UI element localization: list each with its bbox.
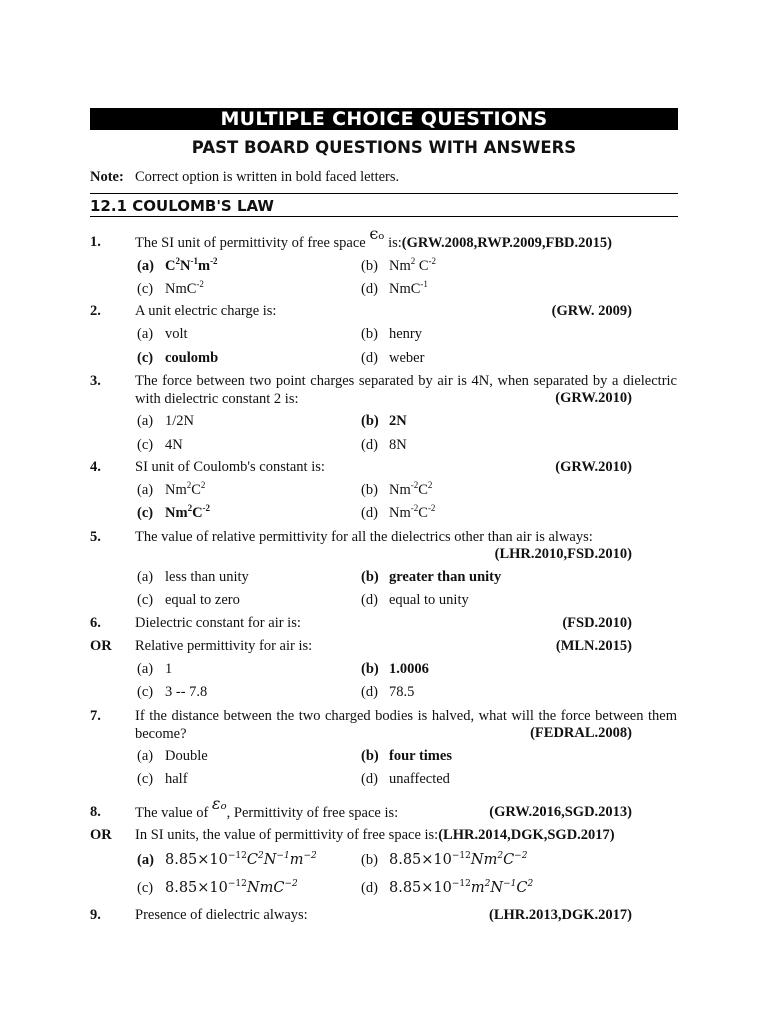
option-b: (b) henry <box>361 326 423 342</box>
section-heading <box>90 196 274 216</box>
option-c: (c) coulomb <box>137 350 219 366</box>
option-c: (c) equal to zero <box>137 592 240 608</box>
question-text: The value of relative permittivity for all the dielectrics other than air is always: <box>135 529 593 545</box>
option-a: (a) 1/2N <box>137 413 194 429</box>
question-text: The value of εₒ, Permittivity of free space is: <box>135 794 399 821</box>
question-number: 6. <box>90 615 101 631</box>
option-a: (a) $8.85\times 10^{-12}C^2N^{-1}m^{-2}$ <box>137 851 317 868</box>
question-source: (GRW.2008,RWP.2009,FBD.2015) <box>401 235 612 251</box>
option-d: (d) $Nm^{-2}C^{-2}$ <box>361 503 436 521</box>
option-b: (b) greater than unity <box>361 569 502 585</box>
option-b: (b) $Nm^{-2}C^2$ <box>361 480 433 498</box>
option-b: (b) four times <box>361 748 452 764</box>
epsilon-symbol: εₒ <box>211 794 227 813</box>
option-c: (c) 3 -- 7.8 <box>137 684 208 700</box>
question-number: 5. <box>90 529 101 545</box>
question-source: (LHR.2013,DGK.2017) <box>489 907 632 923</box>
option-b: (b) Nm$^2$ $C^{-2}$ <box>361 256 437 274</box>
option-c: (c) 4N <box>137 437 183 453</box>
section-top-rule <box>90 193 678 194</box>
question-source: (FEDRAL.2008) <box>530 725 632 741</box>
question-source: (LHR.2010,FSD.2010) <box>494 546 632 562</box>
option-d: (d) NmC$^{-1}$ <box>361 279 428 297</box>
option-a: (a) $C^2N^{-1}m^{-2}$ <box>137 256 218 274</box>
option-d: (d) 78.5 <box>361 684 415 700</box>
option-d: (d) 8N <box>361 437 407 453</box>
question-text: SI unit of Coulomb's constant is: <box>135 459 325 475</box>
option-b: (b) 2N <box>361 413 407 429</box>
option-d: (d) unaffected <box>361 771 450 787</box>
section-title: COULOMB'S LAW <box>132 197 274 215</box>
or-label: OR <box>90 638 112 654</box>
question-number: 8. <box>90 804 101 820</box>
page-title: MULTIPLE CHOICE QUESTIONS <box>90 108 678 130</box>
epsilon-symbol: ϵₒ <box>369 224 385 243</box>
note-label: Note: <box>90 169 124 185</box>
option-a: (a) Double <box>137 748 208 764</box>
option-d: (d) equal to unity <box>361 592 469 608</box>
section-bottom-rule <box>90 216 678 217</box>
option-c: (c) $Nm^2C^{-2}$ <box>137 503 211 521</box>
alt-question-source: (MLN.2015) <box>555 638 632 654</box>
question-text: A unit electric charge is: <box>135 303 277 319</box>
question-number: 1. <box>90 234 101 250</box>
option-a: (a) less than unity <box>137 569 249 585</box>
option-d: (d) weber <box>361 350 425 366</box>
question-number: 4. <box>90 459 101 475</box>
question-number: 7. <box>90 708 101 724</box>
page-subtitle: PAST BOARD QUESTIONS WITH ANSWERS <box>191 138 577 157</box>
note-text: Correct option is written in bold faced letters. <box>135 169 400 185</box>
option-c: (c) half <box>137 771 188 787</box>
question-source: (GRW.2010) <box>555 459 632 475</box>
question-source: (GRW.2010) <box>555 390 632 406</box>
alt-question-text: In SI units, the value of permittivity of free space is:(LHR.2014,DGK,SGD.2017) <box>135 827 615 843</box>
question-source: (GRW.2016,SGD.2013) <box>489 804 632 820</box>
question-text: The force between two point charges separated by air is 4N, when separated by a dielectric with dielectric constant 2 is: <box>135 373 677 407</box>
option-c: (c) $8.85\times 10^{-12}NmC^{-2}$ <box>137 879 298 896</box>
alt-question-text: Relative permittivity for air is: <box>135 638 313 654</box>
question-text: If the distance between the two charged bodies is halved, what will the force between them become? <box>135 708 677 742</box>
option-a: (a) $Nm^2C^2$ <box>137 480 206 498</box>
question-number: 2. <box>90 303 101 319</box>
or-label: OR <box>90 827 112 843</box>
question-number: 3. <box>90 373 101 389</box>
option-c: (c) NmC$^{-2}$ <box>137 279 204 297</box>
question-source: (GRW. 2009) <box>551 303 632 319</box>
option-b: (b) 1.0006 <box>361 661 429 677</box>
alt-question-source: (LHR.2014,DGK,SGD.2017) <box>438 827 615 843</box>
question-text: Dielectric constant for air is: <box>135 615 301 631</box>
question-text: The SI unit of permittivity of free space ϵₒ is:(GRW.2008,RWP.2009,FBD.2015) <box>135 224 612 251</box>
option-a: (a) volt <box>137 326 188 342</box>
question-source: (FSD.2010) <box>562 615 632 631</box>
section-number: 12.1 <box>90 197 128 215</box>
question-text: Presence of dielectric always: <box>135 907 308 923</box>
question-number: 9. <box>90 907 101 923</box>
option-b: (b) $8.85\times 10^{-12}Nm^2C^{-2}$ <box>361 851 528 868</box>
option-a: (a) 1 <box>137 661 173 677</box>
option-d: (d) $8.85\times 10^{-12}m^2N^{-1}C^2$ <box>361 879 534 896</box>
